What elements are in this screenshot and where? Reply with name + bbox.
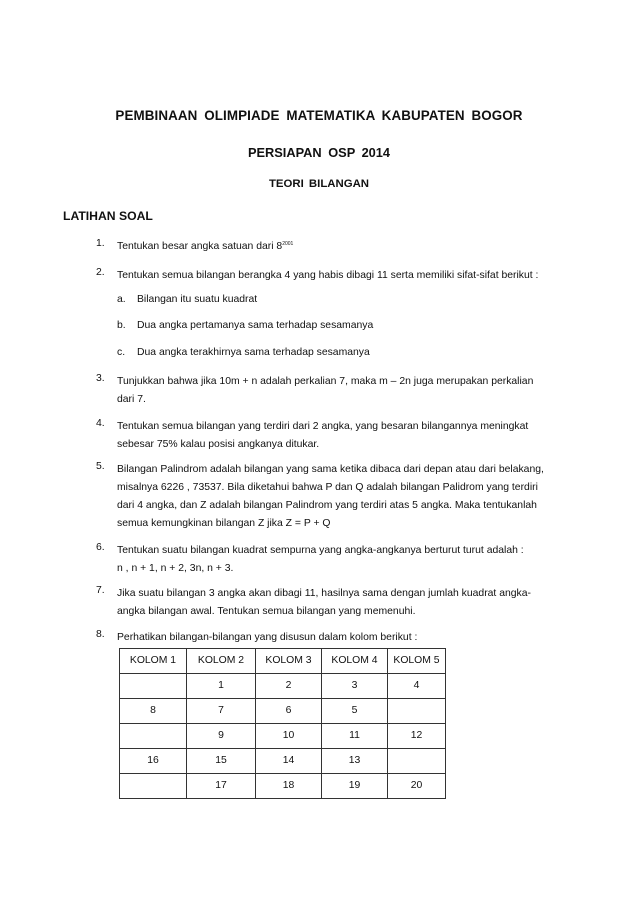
table-cell: 19 xyxy=(322,774,388,799)
table-row xyxy=(120,774,446,799)
question-number: 1. xyxy=(96,238,105,249)
table-cell: 13 xyxy=(322,749,388,774)
question-text: Bilangan Palindrom adalah bilangan yang sama ketika dibaca dari depan atau dari belakang, misalnya 6226 , 73537. Bila diketahui bahwa P dan Q adalah bilangan Palidrom yang terdiri dari 4 angka, dan Z adalah bilangan Palindrom yang terdiri atas 5 angka. Maka tentukanlah semua kemungkinan bilangan Z jika Z = P + Q xyxy=(117,464,544,529)
table-cell: 17 xyxy=(187,774,256,799)
table-row xyxy=(120,699,446,724)
question-2 xyxy=(96,267,566,285)
table-cell: 18 xyxy=(256,774,322,799)
question-2-sub-c xyxy=(117,347,370,359)
table-row xyxy=(120,749,446,774)
question-7 xyxy=(96,585,566,621)
table-cell xyxy=(120,724,187,749)
question-4 xyxy=(96,418,566,454)
sub-text: Dua angka terakhirnya sama terhadap sesamanya xyxy=(137,347,370,358)
table-cell: 12 xyxy=(388,724,446,749)
table-cell: 8 xyxy=(120,699,187,724)
question-text: Tentukan suatu bilangan kuadrat sempurna yang angka-angkanya berturut turut adalah : n , n + 1, n + 2, 3n, n + 3. xyxy=(117,545,524,574)
table-cell: 1 xyxy=(187,674,256,699)
section-heading: LATIHAN SOAL xyxy=(63,209,153,223)
exponent: 2001 xyxy=(282,241,294,247)
table-cell: 14 xyxy=(256,749,322,774)
table-header: KOLOM 1 xyxy=(120,649,187,674)
question-text: Tunjukkan bahwa jika 10m + n adalah perkalian 7, maka m – 2n juga merupakan perkalian dari 7. xyxy=(117,376,534,405)
question-number: 6. xyxy=(96,542,105,553)
table-cell: 9 xyxy=(187,724,256,749)
question-number: 4. xyxy=(96,418,105,429)
table-cell: 2 xyxy=(256,674,322,699)
sub-letter: c. xyxy=(117,347,126,358)
document-subtitle: PERSIAPAN OSP 2014 xyxy=(247,145,391,160)
question-6 xyxy=(96,542,566,578)
question-number: 7. xyxy=(96,585,105,596)
table-cell: 4 xyxy=(388,674,446,699)
question-text: Jika suatu bilangan 3 angka akan dibagi 11, hasilnya sama dengan jumlah kuadrat angka- angka bilangan awal. Tentukan semua bilangan yang memenuhi. xyxy=(117,588,531,617)
question-3 xyxy=(96,373,566,409)
kolom-table xyxy=(119,648,446,799)
question-number: 5. xyxy=(96,461,105,472)
table-cell: 16 xyxy=(120,749,187,774)
table-header-row xyxy=(120,649,446,674)
table-cell: 7 xyxy=(187,699,256,724)
table-cell xyxy=(388,749,446,774)
document-topic: TEORI BILANGAN xyxy=(268,178,370,190)
question-text: Tentukan semua bilangan yang terdiri dari 2 angka, yang besaran bilangannya meningkat sebesar 75% kalau posisi angkanya ditukar. xyxy=(117,421,529,450)
table-cell: 20 xyxy=(388,774,446,799)
table-row xyxy=(120,724,446,749)
question-number: 2. xyxy=(96,267,105,278)
question-number: 8. xyxy=(96,629,105,640)
sub-text: Bilangan itu suatu kuadrat xyxy=(137,294,258,305)
document-title: PEMBINAAN OLIMPIADE MATEMATIKA KABUPATEN BOGOR xyxy=(115,108,523,123)
table-header: KOLOM 3 xyxy=(256,649,322,674)
question-text: Tentukan semua bilangan berangka 4 yang habis dibagi 11 serta memiliki sifat-sifat berikut : xyxy=(117,270,539,281)
table-cell: 11 xyxy=(322,724,388,749)
table-cell: 10 xyxy=(256,724,322,749)
table-cell xyxy=(388,699,446,724)
table-cell: 5 xyxy=(322,699,388,724)
sub-letter: b. xyxy=(117,320,126,331)
table-header: KOLOM 5 xyxy=(388,649,446,674)
question-text: Tentukan besar angka satuan dari $8^{2001}$ xyxy=(117,241,294,252)
question-2-sub-b xyxy=(117,320,373,332)
table-header: KOLOM 2 xyxy=(187,649,256,674)
table-cell: 3 xyxy=(322,674,388,699)
question-number: 3. xyxy=(96,373,105,384)
table-cell xyxy=(120,774,187,799)
question-2-sub-a xyxy=(117,294,257,306)
table-row xyxy=(120,674,446,699)
table-cell: 15 xyxy=(187,749,256,774)
table-header: KOLOM 4 xyxy=(322,649,388,674)
table-cell: 6 xyxy=(256,699,322,724)
question-1 xyxy=(96,238,566,256)
sub-letter: a. xyxy=(117,294,126,305)
question-5 xyxy=(96,461,566,533)
question-8 xyxy=(96,629,566,647)
table-cell xyxy=(120,674,187,699)
sub-text: Dua angka pertamanya sama terhadap sesamanya xyxy=(137,320,374,331)
question-text: Perhatikan bilangan-bilangan yang disusun dalam kolom berikut : xyxy=(117,632,418,643)
